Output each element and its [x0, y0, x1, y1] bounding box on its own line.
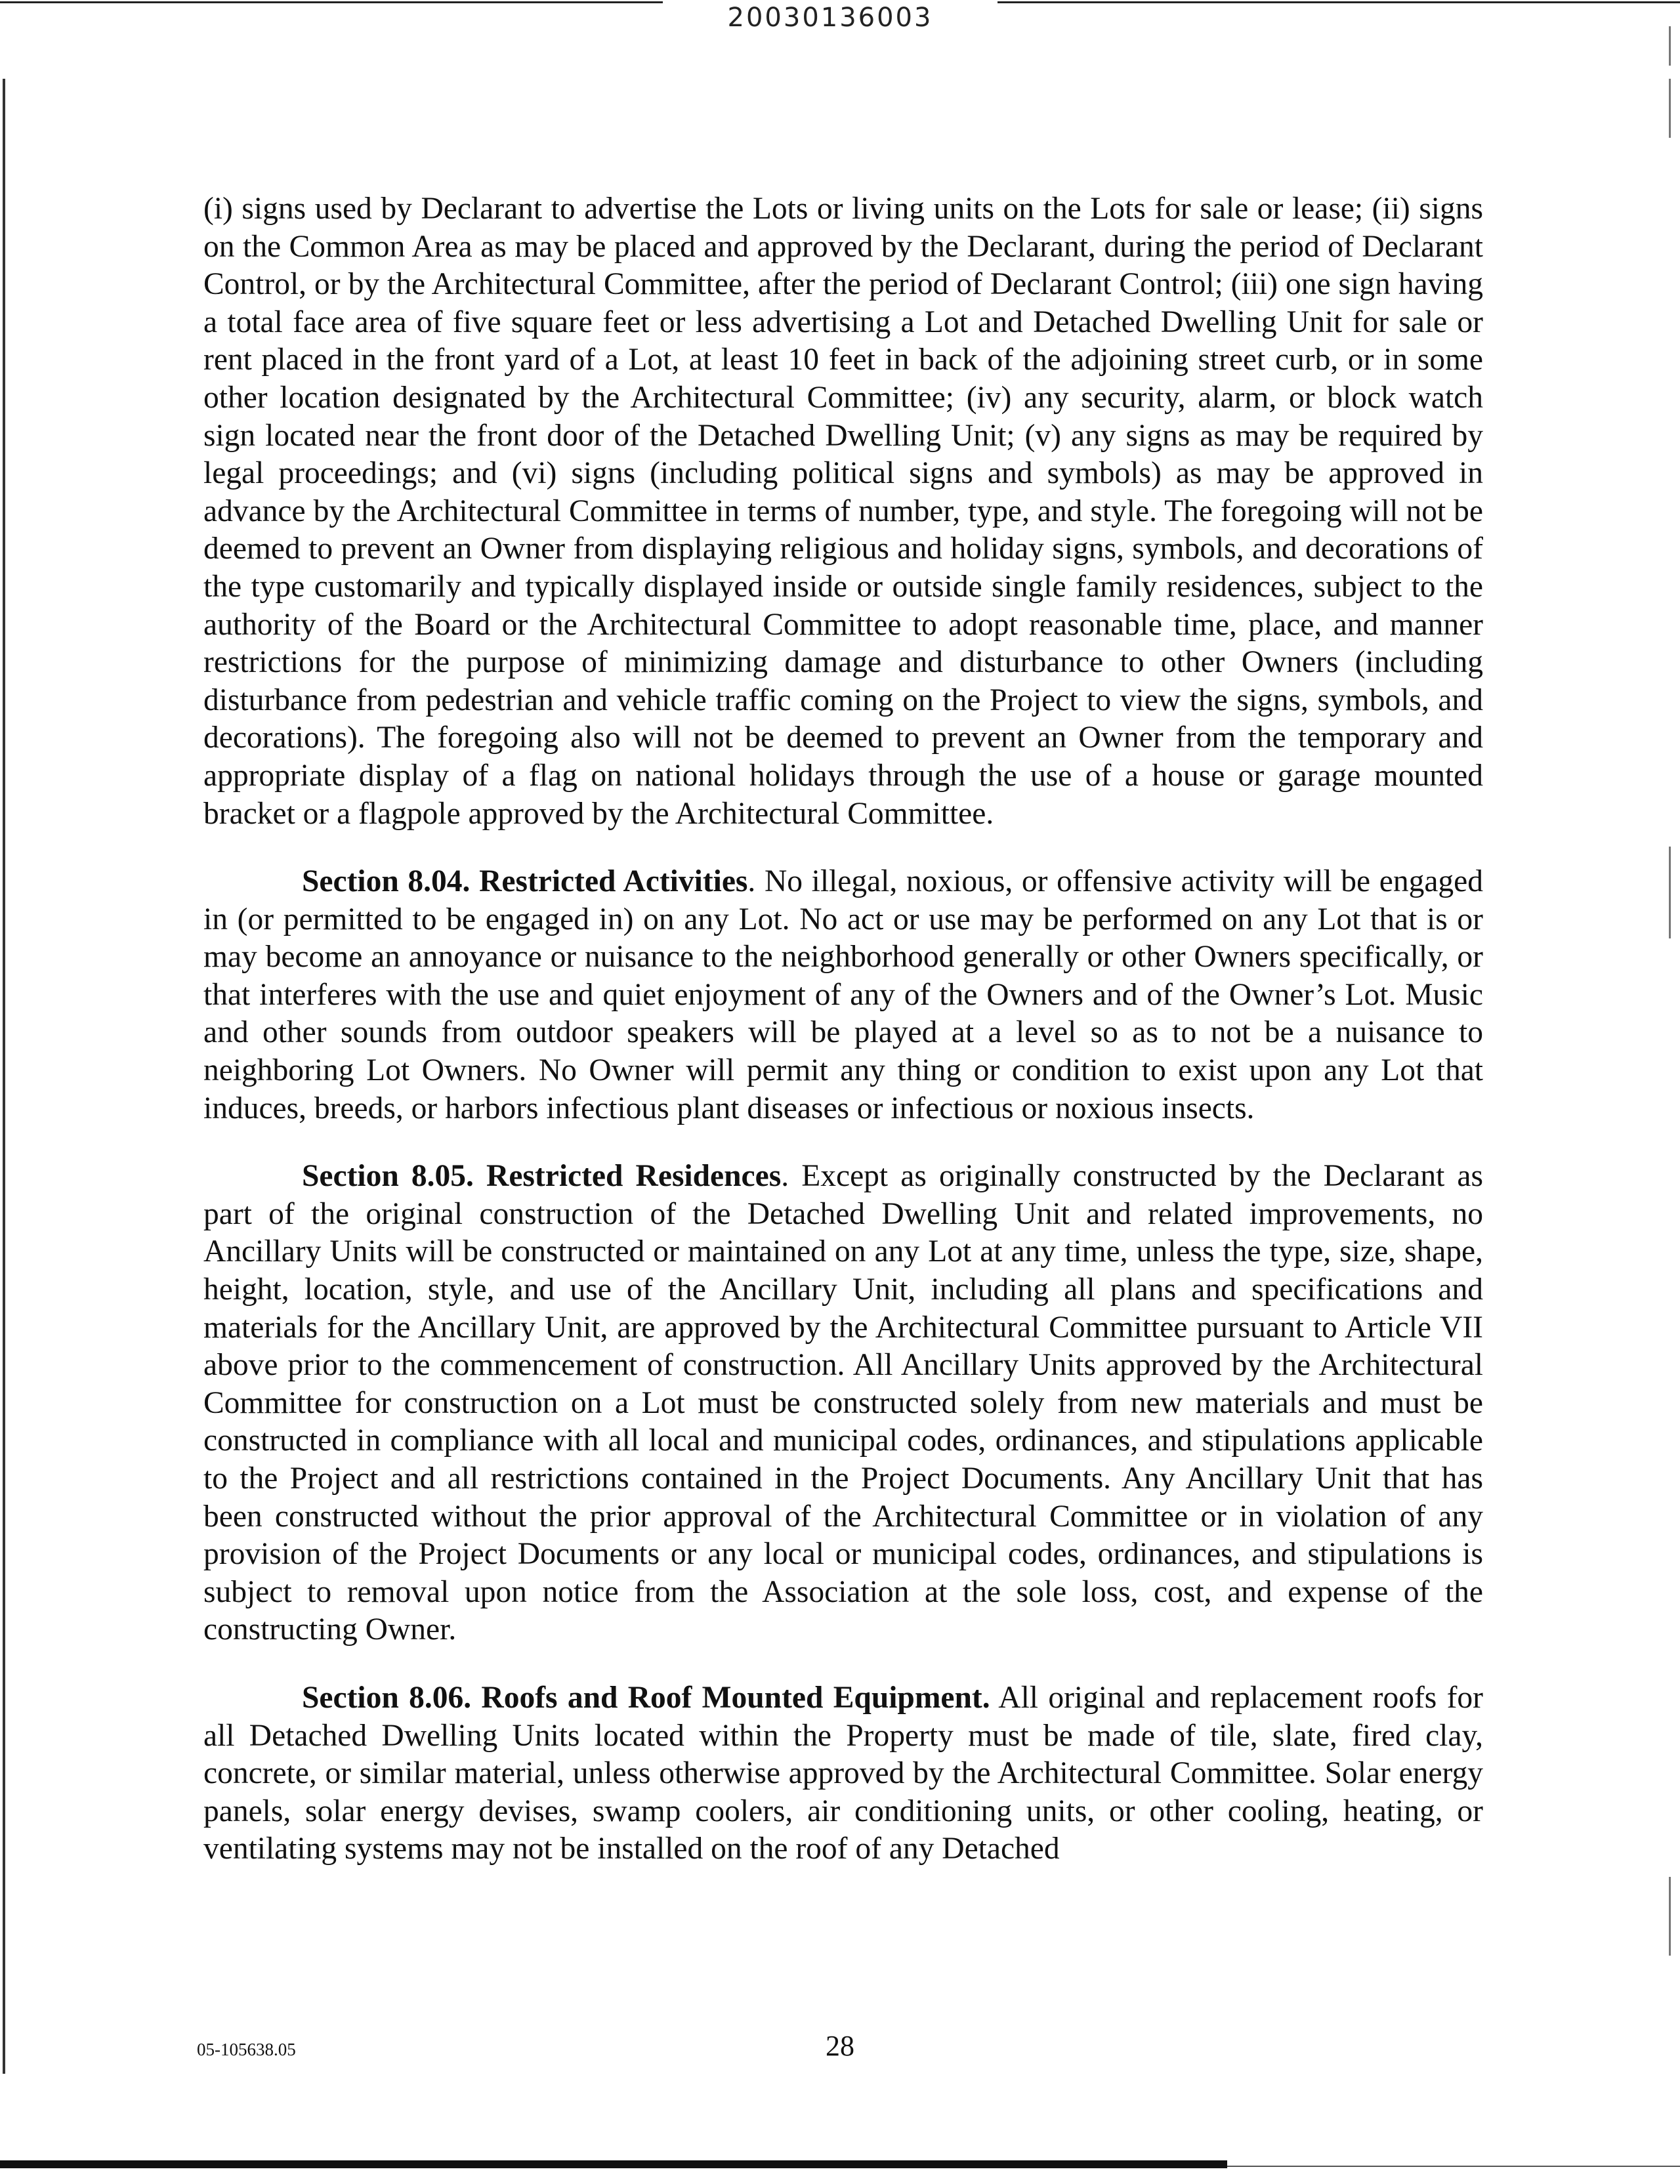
right-scan-mark: [1669, 847, 1671, 938]
right-scan-mark: [1669, 79, 1671, 138]
paragraph-text: All original and replacement roofs for all Detached Dwelling Units located within the Property must be made of tile, slate, fired clay, concrete, or similar material, unless otherwise approved by the Architectural Committee. Solar energy panels, solar energy devises, swamp coolers, air conditioning units, or other cooling, heating, or ventilating systems may not be installed on the roof of any Detached: [203, 1680, 1483, 1866]
right-scan-mark: [1669, 1877, 1671, 1956]
paragraph-signs: [203, 190, 1483, 833]
top-rule-right: [998, 1, 1680, 3]
paragraph-text: . No illegal, noxious, or offensive activity will be engaged in (or permitted to be engaged in) on any Lot. No act or use may be performed on any Lot that is or may become an annoyance or nuisance to the neighborhood generally or other Owners specifically, or that interferes with the use and quiet enjoyment of any of the Owners and of the Owner’s Lot. Music and other sounds from outdoor speakers will be played at a level so as to not be a nuisance to neighboring Lot Owners. No Owner will permit any thing or condition to exist upon any Lot that induces, breeds, or harbors infectious plant diseases or infectious or noxious insects.: [203, 864, 1484, 1125]
paragraph-text: (i) signs used by Declarant to advertise the Lots or living units on the Lots for sale or lease; (ii) signs on the Common Area as may be placed and approved by the Declarant, during the period of Declarant Control, or by the Architectural Committee, after the period of Declarant Control; (iii) one sign having a total face area of five square feet or less advertising a Lot and Detached Dwelling Unit for sale or rent placed in the front yard of a Lot, at least 10 feet in back of the adjoining street curb, or in some other location designated by the Architectural Committee; (iv) any security, alarm, or block watch sign located near the front door of the Detached Dwelling Unit; (v) any signs as may be required by legal proceedings; and (vi) signs (including political signs and symbols) as may be approved in advance by the Architectural Committee in terms of number, type, and style. The foregoing will not be deemed to prevent an Owner from displaying religious and holiday signs, symbols, and decorations of the type customarily and typically displayed inside or outside single family residences, subject to the authority of the Board or the Architectural Committee to adopt reasonable time, place, and manner restrictions for the purpose of minimizing damage and disturbance to other Owners (including disturbance from pedestrian and vehicle traffic coming on the Project to view the signs, symbols, and decorations). The foregoing also will not be deemed to prevent an Owner from the temporary and appropriate display of a flag on national holidays through the use of a house or garage mounted bracket or a flagpole approved by the Architectural Committee.: [203, 192, 1483, 831]
section-heading: Section 8.05. Restricted Residences: [302, 1159, 782, 1194]
footer-document-code: 05-105638.05: [197, 2040, 296, 2059]
page-number: 28: [826, 2030, 854, 2062]
section-heading: Section 8.06. Roofs and Roof Mounted Equipment.: [302, 1680, 990, 1715]
left-scan-edge: [3, 79, 5, 2074]
section-heading: Section 8.04. Restricted Activities: [302, 864, 748, 899]
paragraph-section-8-05: [203, 1158, 1483, 1649]
bottom-rule-thin: [1227, 2166, 1680, 2167]
top-rule-left: [0, 1, 663, 3]
paragraph-section-8-06: [203, 1679, 1483, 1868]
paragraph-section-8-04: [203, 863, 1483, 1127]
paragraph-text: . Except as originally constructed by the Declarant as part of the original construction of the Detached Dwelling Unit and related improvements, no Ancillary Units will be constructed or maintained on any Lot at any time, unless the type, size, shape, height, location, style, and use of the Ancillary Unit, including all plans and specifications and materials for the Ancillary Unit, are approved by the Architectural Committee pursuant to Article VII above prior to the commencement of construction. All Ancillary Units approved by the Architectural Committee for construction on a Lot must be constructed solely from new materials and must be constructed in compliance with all local and municipal codes, ordinances, and stipulations applicable to the Project and all restrictions contained in the Project Documents. Any Ancillary Unit that has been constructed without the prior approval of the Architectural Committee or in violation of any provision of the Project Documents or any local or municipal codes, ordinances, and stipulations is subject to removal upon notice from the Association at the sole loss, cost, and expense of the constructing Owner.: [203, 1159, 1483, 1647]
body-text: [203, 190, 1483, 1868]
bottom-rule: [0, 2160, 1227, 2168]
right-scan-mark: [1669, 26, 1671, 66]
document-number: 20030136003: [727, 3, 933, 33]
